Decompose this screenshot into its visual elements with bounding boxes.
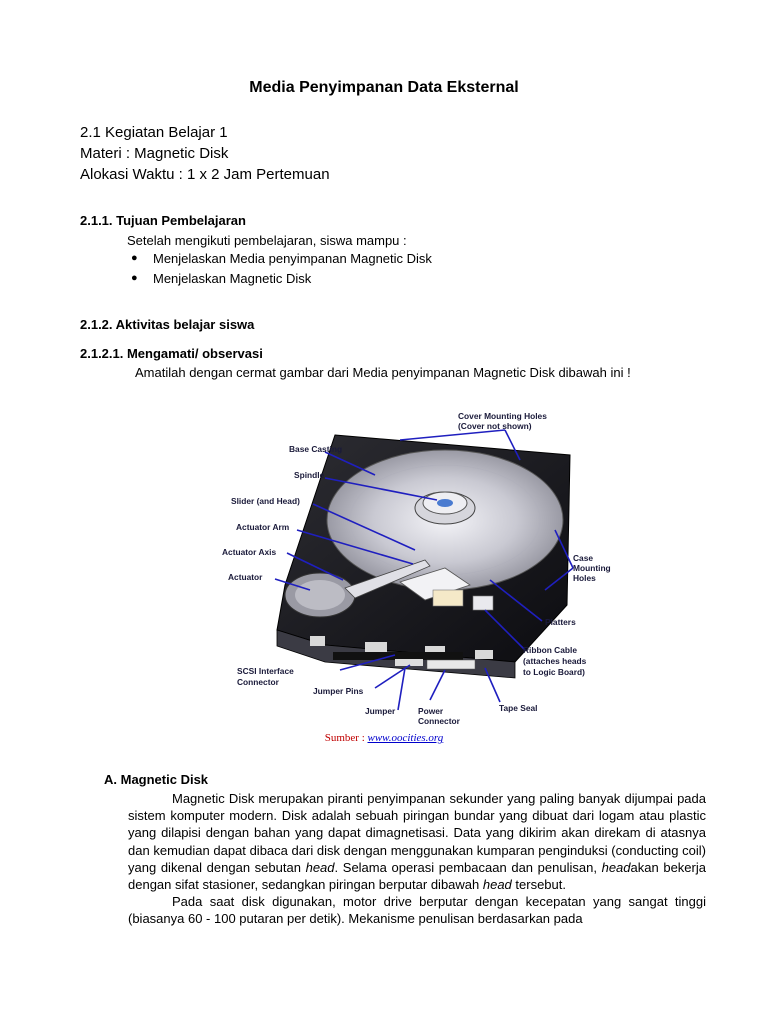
label-slider-head: Slider (and Head) [231,496,300,506]
section-heading-2121: 2.1.2.1. Mengamati/ observasi [80,346,263,361]
label-jumper-pins: Jumper Pins [313,686,364,696]
label-ribbon-logic-board: to Logic Board) [523,667,585,677]
label-actuator-arm: Actuator Arm [236,522,290,532]
label-ribbon-attaches: (attaches heads [523,656,587,666]
label-platters: Platters [545,617,576,627]
observation-instruction: Amatilah dengan cermat gambar dari Media penyimpanan Magnetic Disk dibawah ini ! [135,365,631,380]
document-title: Media Penyimpanan Data Eksternal [249,79,519,96]
label-base-casting: Base Casting [289,444,343,454]
label-actuator-axis: Actuator Axis [222,547,277,557]
label-power-connector: Connector [418,716,460,726]
label-mounting: Mounting [573,563,611,573]
objective-item: Menjelaskan Media penyimpanan Magnetic Disk [153,251,432,266]
body-text [128,790,706,928]
figure-source [0,732,768,744]
label-actuator: Actuator [228,572,263,582]
section-heading-211: 2.1.1. Tujuan Pembelajaran [80,213,246,228]
objectives-intro: Setelah mengikuti pembelajaran, siswa mampu : [127,233,407,248]
label-power: Power [418,706,444,716]
label-scsi-connector: Connector [237,677,279,687]
activity-heading: 2.1 Kegiatan Belajar 1 [80,124,228,141]
label-tape-seal: Tape Seal [499,703,538,713]
time-allocation-heading: Alokasi Waktu : 1 x 2 Jam Pertemuan [80,166,330,183]
source-label: Sumber : [324,732,368,744]
paragraph-2: Pada saat disk digunakan, motor drive berputar dengan kecepatan yang sangat tinggi (biasanya 60 - 100 putaran per detik). Mekanisme penulisan berdasarkan pada [128,894,706,927]
label-cover-mounting-holes: Cover Mounting Holes [458,411,547,421]
source-link[interactable]: www.oocities.org [367,732,444,744]
label-ribbon-cable: Ribbon Cable [523,645,577,655]
paragraph-1: Magnetic Disk merupakan piranti penyimpanan sekunder yang paling banyak dijumpai pada sistem komputer modern. Disk adalah sebuah piringan bundar yang dibuat dari logam atau plastic yang dilapisi dengan bahan yang dapat dimagnetisasi. Data yang dikirim akan direkam di atasnya dan kemudian dapat dibaca dari disk dengan menggunakan kumparan penginduksi (conducting coil) yang dikenal dengan sebutan head. Selama operasi pembacaan dan penulisan, headakan bekerja dengan sifat stasioner, sedangkan piringan berputar dibawah head tersebut. [128,791,706,893]
label-spindle: Spindle [294,470,325,480]
bullet-icon: ● [131,252,138,264]
section-heading-212: 2.1.2. Aktivitas belajar siswa [80,317,255,332]
label-scsi-interface: SCSI Interface [237,666,294,676]
section-heading-a: A. Magnetic Disk [104,772,209,787]
objective-item: Menjelaskan Magnetic Disk [153,271,312,286]
material-heading: Materi : Magnetic Disk [80,145,229,162]
label-holes: Holes [573,573,596,583]
bullet-icon: ● [131,272,138,284]
label-case: Case [573,553,594,563]
hard-disk-diagram [215,400,615,730]
label-jumper: Jumper [365,706,396,716]
label-cover-not-shown: (Cover not shown) [458,421,532,431]
